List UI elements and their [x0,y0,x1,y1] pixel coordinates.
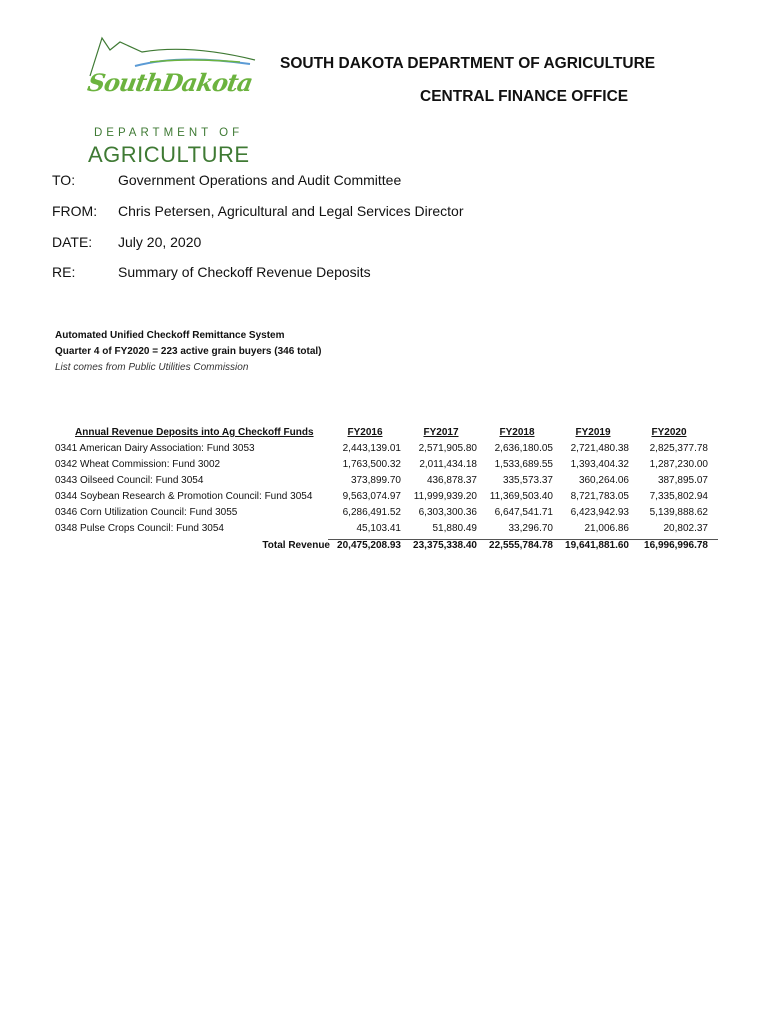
table-cell: 2,825,377.78 [649,443,708,454]
table-cell: 11,369,503.40 [489,491,553,502]
system-title: Automated Unified Checkoff Remittance System [55,330,285,341]
system-source-note: List comes from Public Utilities Commission [55,362,249,373]
table-row-label: 0341 American Dairy Association: Fund 3053 [55,443,255,454]
table-cell: 1,763,500.32 [342,459,401,470]
memo-from-label: FROM: [52,203,98,219]
table-cell: 2,636,180.05 [494,443,553,454]
total-divider [328,539,718,540]
column-header: FY2016 [347,427,383,438]
table-cell: 7,335,802.94 [649,491,708,502]
table-cell: 1,393,404.32 [570,459,629,470]
page-subtitle: CENTRAL FINANCE OFFICE [420,88,629,105]
logo-script-text: SouthDakota [85,68,255,97]
table-cell: 2,443,139.01 [342,443,401,454]
system-quarter-info: Quarter 4 of FY2020 = 223 active grain buyers (346 total) [55,346,322,357]
total-revenue-label: Total Revenue [262,540,330,551]
total-cell: 23,375,338.40 [413,540,477,551]
total-cell: 22,555,784.78 [489,540,553,551]
table-row-label: 0348 Pulse Crops Council: Fund 3054 [55,523,224,534]
column-header: FY2019 [575,427,611,438]
table-cell: 11,999,939.20 [413,491,477,502]
table-cell: 21,006.86 [584,523,629,534]
table-cell: 51,880.49 [432,523,477,534]
memo-re-value: Summary of Checkoff Revenue Deposits [118,264,371,280]
table-cell: 2,011,434.18 [419,459,477,470]
memo-re-label: RE: [52,264,76,280]
total-cell: 20,475,208.93 [337,540,401,551]
memo-to-value: Government Operations and Audit Committee [118,172,402,188]
column-header: FY2017 [423,427,459,438]
table-cell: 436,878.37 [426,475,477,486]
memo-to-label: TO: [52,172,76,188]
table-title: Annual Revenue Deposits into Ag Checkoff Funds [75,427,314,438]
logo-department-text: DEPARTMENT OF [94,127,244,139]
table-cell: 373,899.70 [350,475,401,486]
page-title: SOUTH DAKOTA DEPARTMENT OF AGRICULTURE [280,55,656,72]
table-cell: 360,264.06 [578,475,629,486]
table-row-label: 0346 Corn Utilization Council: Fund 3055 [55,507,238,518]
table-cell: 6,423,942.93 [570,507,629,518]
table-cell: 33,296.70 [508,523,553,534]
memo-from-value: Chris Petersen, Agricultural and Legal Services Director [118,203,464,219]
table-cell: 1,287,230.00 [649,459,708,470]
table-cell: 1,533,689.55 [494,459,553,470]
memo-date-value: July 20, 2020 [118,234,202,250]
table-cell: 6,303,300.36 [418,507,477,518]
column-header: FY2020 [651,427,687,438]
table-cell: 20,802.37 [663,523,708,534]
table-cell: 387,895.07 [657,475,708,486]
table-cell: 335,573.37 [502,475,553,486]
table-row-label: 0344 Soybean Research & Promotion Council: Fund 3054 [55,491,313,502]
table-cell: 45,103.41 [356,523,401,534]
column-header: FY2018 [499,427,535,438]
table-cell: 8,721,783.05 [570,491,629,502]
logo-agriculture-text: AGRICULTURE [88,142,250,167]
table-row-label: 0343 Oilseed Council: Fund 3054 [55,475,204,486]
total-cell: 19,641,881.60 [565,540,629,551]
memo-date-label: DATE: [52,234,93,250]
table-cell: 2,721,480.38 [570,443,629,454]
department-logo [80,28,260,167]
table-cell: 6,647,541.71 [494,507,553,518]
table-cell: 9,563,074.97 [342,491,401,502]
total-cell: 16,996,996.78 [644,540,708,551]
table-cell: 2,571,905.80 [418,443,477,454]
table-cell: 6,286,491.52 [342,507,401,518]
table-row-label: 0342 Wheat Commission: Fund 3002 [55,459,221,470]
table-cell: 5,139,888.62 [649,507,708,518]
